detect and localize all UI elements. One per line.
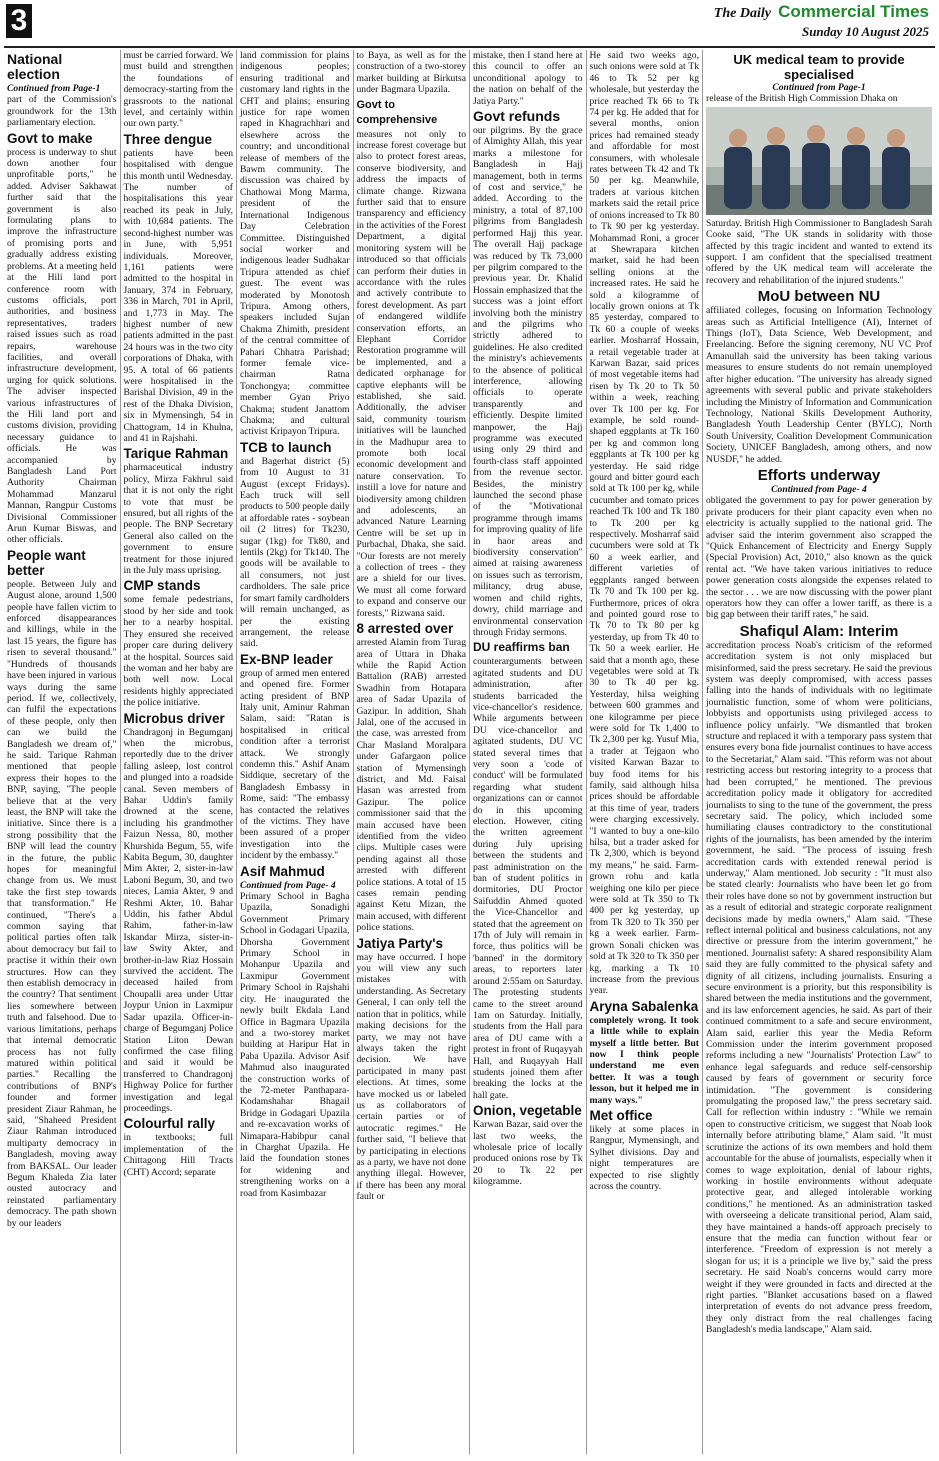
headline-jatiya-party: Jatiya Party's xyxy=(356,935,444,951)
column-2 xyxy=(121,50,238,1454)
article-body: counterarguments between agitated students and DU administration, after students barricaded the vice-chancellor's residence. While arguments between DU vice-chancellor and agitated students, DU VC stated several times that very soon a 'code of conduct' will be formulated regarding what student organizations can or cannot do in this upcoming election. However, citing the written agreement during July uprising between the students and past administration on the ban of student politics in dormitories, DU Proctor Saifuddin Ahmed quoted the Vice-Chancellor and stated that the agreement on 17th of July will remain in force, thus politics will be 'banned' in the dormitory areas, to reporters later around 2:55am on Saturday. The protesting students came to the street around 1am on Saturday. Initially, students from the Hall para area of DU came with a protest in front of Ruqayyah Hall, and Ruqayyah Hall students joined them after breaking the locks at the hall gate. xyxy=(473,656,583,1101)
article-body: in textbooks; full implementation of the Chittagong Hill Tracts (CHT) Accord; separate xyxy=(123,1132,233,1178)
headline-8-arrested-over: 8 arrested over xyxy=(356,621,454,637)
article-lead: release of the British High Commission Dhaka on xyxy=(706,93,898,105)
article-body: group of armed men entered and opened fire. Former acting president of BNP Italy unit, Aminur Rahman Salam, said: "Ratan is hospitalised in critical condition after a terrorist attack. We strongly condemn this." Ashif Anam Siddique, secretary of the Bangladesh Embassy in Rome, said: "The embassy has contacted the relatives of the victims. They have been assured of a proper investigation into the incident by the embassy." xyxy=(240,667,350,862)
masthead-prefix: The Daily xyxy=(713,6,771,21)
headline-mou-between-nu: MoU between NU xyxy=(757,288,881,306)
article-body: and Bagerhat district (5) from 10 August to 31 August (except Fridays). Each truck will sell products to 500 people daily at affordable rates - soybean oil (2 litres) for Tk230, sugar (1kg) for Tk80, and lentils (2kg) for Tk140. The goods will be available to all consumers, not just cardholders. The sale price for smart family cardholders will remain unchanged, as per the existing arrangement, the release said. xyxy=(240,455,350,650)
headline-people-want-better: People want better xyxy=(7,547,86,578)
article-body: pharmaceutical industry policy, Mirza Fakhrul said that it is not only the right to vote that must be ensured, but all rights of the people. The BNP Secretary General also called on the government to ensure treatment for those injured in the July mass uprising. xyxy=(123,462,233,577)
headline-aryna-sabalenka: Aryna Sabalenka xyxy=(589,998,699,1014)
headline-uk-medical-team: UK medical team to provide specialised xyxy=(733,52,905,82)
article-body: Chandragonj in Begumganj when the microbus, reportedly due to the driver falling asleep, lost control and plunged into a roadside canal. Seven members of Bahar Uddin's family drowned at the scene, including his grandmother Faizun Nessa, 80, mother Khurshida Begum, 55, wife Kabita Begum, 30, daughter Mim Akter, 2, sister-in-law Laboni Begum, 30, and two nieces, Lamia Akter, 9 and Reshmi Akter, 10. Bahar Uddin, his father Abdul Rahim, father-in-law Iskandar Mirza, sister-in-law Swity Akter, and brother-in-law Riaz Hossain survived the accident. The deceased hailed from Choupalli area under Uttar Joypur Union in Laxmipur Sadar upazila. Officer-in-charge of Begumganj Police Station Liton Dewan confirmed the case filing and said it would be transferred to Chandragonj Highway Police for further investigation and legal proceedings. xyxy=(123,726,233,1114)
article-body: part of the Commission's groundwork for the 13th parliamentary election. xyxy=(7,94,117,129)
headline-three-dengue: Three dengue xyxy=(123,131,213,147)
page-number: 3 xyxy=(6,4,32,38)
article-body: arrested Alamin from Turag area of Uttara in Dhaka while the Rapid Action Battalion (RAB) arrested Swadhin from Hotapara area of Sadar Upazila of Gazipur. In addition, Shah Jalal, one of the accused in the case, was arrested from Char Masland Moralpara under Gafargaon police station of Mymensingh district, and Md. Faisal Hasan was arrested from Gazipur. The police commissioner said that the main accused have been identified from the video clips. Multiple cases were pending against all those arrested with different police stations. A total of 15 cases remain pending against Ketu Mizan, the main accused, with different police stations. xyxy=(356,637,466,934)
article-body: land commission for plains indigenous peoples; ensuring traditional and customary land rights in the CHT and plains; ensuring justice for rape women raped in Khagrachhari and elsewhere across the country; and unconditional release of members of the Bawm community. The discussion was chaired by Chathowai Mong Marma, president of the International Indigenous Day Celebration Committee. Distinguished social worker and indigenous leader Sudhakar Tripura attended as chief guest. The event was moderated by Monotosh Tripura. Among others, speakers included Sujan Chakma Zhimith, president of the central committee of Pahari Chhatra Parishad; former female vice-chairman Ratna Tonchongya; committee member Gyan Priyo Chakma; student Janattom Chakma; and cultural activist Kripayon Tripura. xyxy=(240,50,350,438)
masthead-name: Commercial Times xyxy=(778,2,929,21)
headline-shafiqul-alam: Shafiqul Alam: Interim xyxy=(739,622,899,640)
article-body: Saturday. British High Commissioner to Bangladesh Sarah Cooke said, "The UK stands in solidarity with those affected by this tragic incident and wanted to extend its support. I am confident that the specialised treatment offered by the UK medical team will accelerate the recovery and rehabilitation of the injured students." xyxy=(706,217,932,286)
uk-medical-team-photo xyxy=(706,107,932,215)
article-body: completely wrong. It took a little while to explain myself a little better. But now I think people understand me even better. It was a tough lesson, but it helped me in many ways." xyxy=(589,1014,699,1106)
headline-efforts-underway: Efforts underway xyxy=(757,466,881,484)
headline-colourful-rally: Colourful rally xyxy=(123,1116,216,1132)
headline-onion-vegetable: Onion, vegetable xyxy=(473,1103,582,1119)
column-7 xyxy=(703,50,935,1454)
headline-microbus-driver: Microbus driver xyxy=(123,710,225,726)
article-body: Primary School in Bagha Upazila, Sonadighi Government Primary School in Godagari Upazila, Dhorsha Government Primary School in Mohanpur Upazila and Laxmipur Government Primary School in Rajshahi city. He inaugurated the newly built Ekdala Land Office in Bagmara Upazila and a two-storey market building at Haripur Hat in Paba Upazila. Advisor Asif Mahmud also inaugurated the construction works of the 72-meter Panthapara-Kodamshahar Bhagail Bridge in Godagari Upazila and re-excavation works of Nimapara-Habibpur canal in Charghat Upazila. He laid the foundation stones for widening and strengthening works on a road from Kasimbazar xyxy=(240,891,350,1199)
headline-govt-to-make: Govt to make xyxy=(7,130,93,146)
article-body: He said two weeks ago, such onions were sold at Tk 46 to Tk 52 per kg wholesale, but yesterday the price reached Tk 66 to Tk 74 per kg. He added that for several months, onion prices had remained steady and affordable for most consumers, with wholesale rates between Tk 42 and Tk 50 per kg. Meanwhile, traders at various kitchen markets said the retail price of onions increased to Tk 80 to Tk 90 per kg yesterday. Mohammad Roni, a grocer at Shewrapara kitchen market, said he had been selling onions at the increased rates. He said he sold a kilogramme of locally grown onions at Tk 85 yesterday, compared to Tk 60 a couple of weeks earlier. Mosharraf Hossain, a retail vegetable trader at Karwan Bazar, said prices of most vegetable items had risen by Tk 20 to Tk 50 within a week, reaching over Tk 100 per kg. For example, he sold round-shaped eggplants at Tk 160 per kg and common long eggplants at Tk 100 per kg yesterday. He said ridge gourd and bitter gourd each sold at Tk 100 per kg, while cucumber and tomato prices reached Tk 100 and Tk 180 to Tk 200 per kg respectively. Mosharraf said cucumbers were sold at Tk 60 a week earlier, and different varieties of eggplants ranged between Tk 70 and Tk 100 per kg. Furthermore, prices of okra and pointed gourd rose to Tk 70 to Tk 80 per kg yesterday, up from Tk 40 to Tk 50 a week earlier. He said that a month ago, these vegetables were sold at Tk 30 to Tk 40 per kg. Yesterday, hilsa weighing between 600 grammes and one kilogramme per piece were sold for Tk 1,400 to Tk 2,300 per kg. Yusuf Mia, a trader at Tejgaon who visited Karwan Bazar to buy food items for his family, said although hilsa prices should be affordable at this time of year, traders were charging excessively. "I wanted to buy a one-kilo hilsa, but a trader asked for Tk 2,300, which is beyond my means," he said. Farm-grown rohu and katla weighing one kilo per piece were sold at Tk 350 to Tk 400 per kg yesterday, up from Tk 320 to Tk 350 per kg a week earlier. Farm-grown Sonali chicken was sold at Tk 320 to Tk 350 per kg, marking a Tk 10 increase from the previous year. xyxy=(589,50,699,997)
continued-note: Continued from Page- 4 xyxy=(771,483,867,495)
column-5 xyxy=(470,50,587,1454)
headline-govt-to-comprehensive: Govt to comprehensive xyxy=(356,98,438,126)
article-body: accreditation process Noab's criticism of the reformed accreditation system is not only misplaced but misinformed, said the press secretary. He said the previous system was deeply compromised, with access passes falling into the hands of individuals with no legitimate journalistic function, some of whom were politicians, lobbyists and opportunists using privileged access to influence policy unfairly. "We dismantled that broken structure and replaced it with a temporary pass system that ensures every bona fide journalist continues to have access to the Secretariat," Alam said. "This reform was not about restricting access but restoring integrity to a process that had been corrupted," he mentioned. The previous accreditation policy made it obligatory for accredited journalists to sing to the tune of the government, the press secretary said. The policy, which included some humiliating clauses contradictory to the constitutional rights of the journalists, has been amended by the interim government, he said. "The process of issuing fresh accreditation cards with extended renewal period is underway," Alam mentioned. Job security : "It must also be stated clearly: Journalists who have been let go from their roles have done so not by government instruction but as a result of editorial and strategic corporate realignment decisions made by media owners," Alam said. "These reflect internal political and business calculations, not any directive or pressure from the interim government," he mentioned. Journalist safety: A shared responsibility Alam said they are fully committed to the physical safety and dignity of all citizens, including journalists. Ensuring a secure environment is a priority, but this responsibility is shared between the media institutions and the government, and its law enforcement agencies, he said. As part of their continued commitment to a safe and secure environment, Alam said, earlier this year the Media Reform Commission under the interim government proposed reforms including a new "Journalists' Protection Law" to enhance legal safeguards and reduce self-censorship caused by fears of government or security force intimidation. "The government is considering promulgating the proposed law," the press secretary said. Call for reflection within industry : "While we remain open to constructive criticism, we suggest that Noab look internally before attributing blame," Alam said. "It must scrutinize the actions of its own members and hold them accountable for the abuse of journalists, especially when it comes to wage exploitation, denial of labour rights, working in hostile environments without adequate protective gear, and alleged intolerable working conditions," he mentioned. As an administration tasked with overseeing a delicate transitional period, Alam said, they have maintained a hands-off approach precisely to ensure that the media can function without fear or interference. "Freedom of expression is not merely a slogan for us; it is a principle we live by," said the press secretary. He said Noab's concerns would carry more weight if they were grounded in facts and directed at the right parties. "Blanket accusations based on a flawed interpretation of events do not advance press freedom, they only distract from the real challenges facing Bangladesh's media landscape," Alam said. xyxy=(706,639,932,1336)
article-body: people. Between July and August alone, around 1,500 people have fallen victim to enforced disappearances and killings, while in the last 15 years, the figure has risen to several thousand." "Hundreds of thousands have been injured in various ways during the same period. If we, collectively, can fulfil the expectations of these people, only then can we build the Bangladesh we dream of," he said. Tarique Rahman mentioned that people express their hopes to the BNP, saying, "The people believe that at the very least, the BNP will take the initiative. Since there is a strong possibility that the BNP will lead the country in the future, the public hopes for meaningful change from us. We must take the first step towards that transformation." He continued, "There's a common saying that political parties often talk about democracy but fail to practise it within their own structures. How can they then establish democracy in the country? That sentiment lies somewhere between truth and falsehood. Due to various limitations, perhaps that internal democratic process has not fully matured within political parties." Recalling the contributions of BNP's founder and former president Ziaur Rahman, he said, "Shaheed President Ziaur Rahman introduced multiparty democracy in Bangladesh, moving away from BAKSAL. Our leader Begum Khaleda Zia later ousted autocracy and reinstated parliamentary democracy. The path shown by our leaders xyxy=(7,578,117,1229)
headline-govt-refunds: Govt refunds xyxy=(473,108,561,125)
article-body: Karwan Bazar, said over the last two weeks, the wholesale price of locally produced onions rose by Tk 20 to Tk 22 per kilogramme. xyxy=(473,1119,583,1188)
column-6 xyxy=(587,50,704,1454)
article-body: mistake, then I stand here at this council to offer an unconditional apology to the nation on behalf of the Jatiya Party." xyxy=(473,50,583,107)
article-body: patients have been hospitalised with dengue this month until Wednesday. The number of hospitalisations this year reached its peak in July, with 10,684 patients. The second-highest number was in June, with 5,951 individuals. Moreover, 1,161 patients were admitted to the hospital in January, 374 in February, 336 in March, 701 in April, and 1,773 in May. The highest number of new patients admitted in the past 24 hours was in the two city corporations of Dhaka, with 95. A total of 66 patients were hospitalised in the Barishal Division, 49 in the rest of the Dhaka Division, six in Mymensingh, 54 in Chattogram, 14 in Khulna, and 41 in Rajshahi. xyxy=(123,147,233,444)
article-body: our pilgrims. By the grace of Almighty Allah, this year marks a milestone for Bangladesh in Hajj management, both in terms of cost and service," he added. According to the ministry, a total of 87,100 pilgrims from Bangladesh performed Hajj this year. The overall Hajj package was reduced by Tk 73,000 per pilgrim compared to the previous year. Dr. Khalid Hossain emphasized that the success was a joint effort involving both the ministry and the pilgrims who strictly adhered to guidelines. He also credited the ministry's achievements to the absence of political interference, allowing officials to operate transparently and efficiently. Despite limited manpower, the Hajj programme was executed using only 29 third and fourth-class staff appointed from the revenue sector. Besides, the ministry launched the second phase of the "Motivational programme through imams for improving quality of life in haor areas and biodiversity conservation" aimed at raising awareness on issues such as terrorism, militancy, drug abuse, women and child rights, dowry, child marriage and environmental conservation through Friday sermons. xyxy=(473,125,583,638)
article-body: some female pedestrians, stood by her side and took her to a nearby hospital. They ensured she received proper care during delivery at the hospital. Sources said the woman and her baby are both well now. Local residents highly appreciated the police initiative. xyxy=(123,594,233,709)
article-body: process is underway to shut down another four unprofitable ports," he added. Adviser Sakhawat further said that the government is also formulating plans to improve the infrastructure of promising ports and gradually address existing problems. At a meeting held at the Hili land port conference room with customs officials, port authorities, and business representatives, traders raised issues such as road repairs, warehouse facilities, and overall infrastructure development, urging for quick solutions. The adviser inspected various infrastructures of the Hili land port and customs division, providing necessary guidance to officials. He was accompanied by Bangladesh Land Port Authority Chairman Mohammad Manzarul Mannan, Rangpur Customs Divisional Commissioner Arun Kumar Biswas, and other officials. xyxy=(7,146,117,546)
headline-ex-bnp-leader: Ex-BNP leader xyxy=(240,651,333,667)
masthead xyxy=(714,2,929,22)
column-3 xyxy=(237,50,354,1454)
headline-asif-mahmud: Asif Mahmud xyxy=(240,863,325,879)
article-body: may have occurred. I hope you will view any such mistakes with understanding. As Secretary General, I can only tell the nation that in politics, while making decisions for the party, we may not have always taken the right decision. We have participated in many past elections. At times, some have mocked us or labeled us as collaborators of certain parties or of autocratic regimes." He further said, "I believe that by participating in elections as a party, we have not done anything illegal. However, if there has been any moral fault or xyxy=(356,951,466,1203)
article-columns xyxy=(4,50,935,1454)
article-body: must be carried forward. We must build and strengthen the foundations of democracy-starting from the grassroots to the national level, and certainly within our own party." xyxy=(123,50,233,130)
headline-tcb-to-launch: TCB to launch xyxy=(240,439,332,455)
headline-national-election: National election xyxy=(7,51,63,82)
headline-tarique-rahman: Tarique Rahman xyxy=(123,446,229,462)
continued-note: Continued from Page- 4 xyxy=(240,879,336,891)
article-body: measures not only to increase forest coverage but also to protect forest areas, conserve biodiversity, and address the impacts of climate change. Rizwana further said that to ensure transparency and efficiency in the activities of the Forest Department, a digital monitoring system will be introduced so that officials can perform their duties in accordance with the rules and actively contribute to forest development. As part of endangered wildlife conservation efforts, an Elephant Corridor Restoration programme will be implemented, and a dedicated orphanage for captive elephants will be established, she said. Additionally, the adviser said, community tourism initiatives will be launched in the Madhupur area to promote both local economic development and nature conservation. To instill a love for nature and biodiversity among children and adolescents, an advanced Nature Learning Centre will be set up in Purbachal, Dhaka, she said. "Our forests are not merely a collection of trees - they are a shield for our lives. We must all come forward to expand and conserve our forests," Rizwana said. xyxy=(356,128,467,619)
continued-note: Continued from Page-1 xyxy=(7,83,101,94)
article-body: likely at some places in Rangpur, Mymensingh, and Sylhet divisions. Day and night temperatures are expected to rise slightly across the country. xyxy=(589,1123,699,1192)
article-body: to Baya, as well as for the construction of a two-storey market building at Birkutsa under Bagmara Upazila. xyxy=(356,50,466,96)
column-4 xyxy=(354,50,471,1454)
article-body: affiliated colleges, focusing on Information Technology areas such as Artificial Intelligence (AI), Internet of Things (IoT), Data Science, Web Development, and Freelancing. Before the signing ceremony, NU VC Prof Amanullah said the university has been taking various measures to ensure students do not remain unemployed after higher education. "The university has already signed agreements with several public and private stakeholders including the Ministry of Information and Communication Technology, National Skills Development Authority, Bangladesh Youth Leadership Center (BYLC), North South University, Coalition Development Communication Society, UNICEF Bangladesh, among others, and now NUSDF," he added. xyxy=(706,305,932,465)
headline-du-reaffirms-ban: DU reaffirms ban xyxy=(473,640,570,655)
issue-date: Sunday 10 August 2025 xyxy=(801,24,929,39)
page-header xyxy=(4,0,935,48)
column-1 xyxy=(4,50,121,1454)
headline-met-office: Met office xyxy=(589,1107,653,1123)
article-body: obligated the government to pay for power generation by private producers for their plant capacity even when no electricity is actually supplied to the national grid. The adviser said the interim government also scrapped the "Quick Enhancement of Electricity and Energy Supply (Special Provision) Act, 2010," also known as the quick rental act. "We have taken various initiatives to reduce power generation costs alongside the expenses related to the sector . . . we are now discussing with the power plant operators how they can offer a lower tariff, as there is a big gap between their tariff rates," he said. xyxy=(706,495,932,621)
headline-cmp-stands: CMP stands xyxy=(123,578,201,594)
continued-note: Continued from Page-1 xyxy=(772,82,866,93)
